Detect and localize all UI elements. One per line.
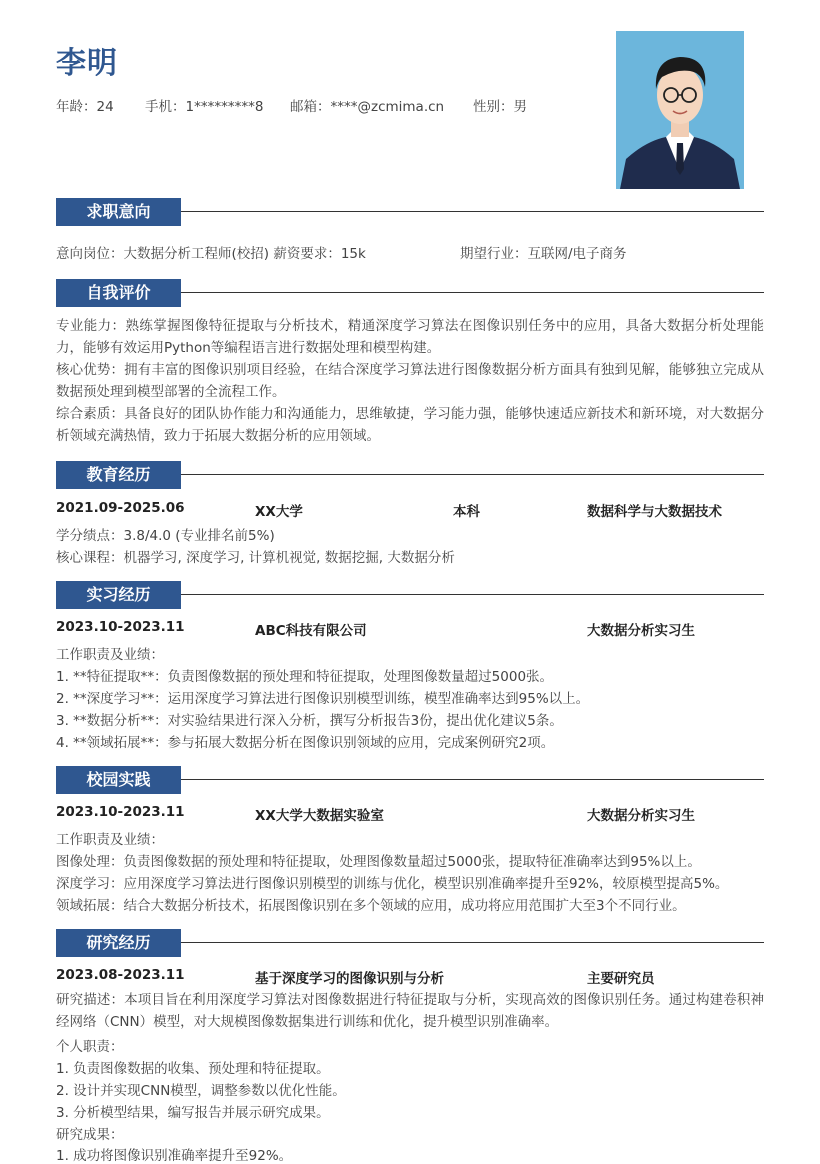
research-duty: 2. 设计并实现CNN模型，调整参数以优化性能。: [56, 1083, 346, 1099]
section-divider: [181, 292, 764, 293]
research-period: 2023.08-2023.11: [56, 967, 185, 983]
intern-item: 4. **领域拓展**：参与拓展大数据分析在图像识别领域的应用，完成案例研究2项。: [56, 735, 555, 751]
intent-position-salary: 意向岗位：大数据分析工程师(校招) 薪资要求：15k: [56, 246, 366, 262]
self-eval-professional: 专业能力：熟练掌握图像特征提取与分析技术，精通深度学习算法在图像识别任务中的应用，具备大数据分析处理能力，能够有效运用Python等编程语言进行数据处理和模型构建。: [56, 318, 764, 356]
campus-item: 图像处理：负责图像数据的预处理和特征提取，处理图像数量超过5000张，提取特征准确率达到95%以上。: [56, 854, 701, 870]
intern-item: 2. **深度学习**：运用深度学习算法进行图像识别模型训练，模型准确率达到95%以上。: [56, 691, 590, 707]
campus-item: 领域拓展：结合大数据分析技术，拓展图像识别在多个领域的应用，成功将应用范围扩大至3个不同行业。: [56, 898, 686, 914]
section-title: 教育经历: [56, 461, 181, 489]
section-header-internship: [56, 581, 764, 609]
section-divider: [181, 594, 764, 595]
research-duty: 1. 负责图像数据的收集、预处理和特征提取。: [56, 1061, 330, 1077]
edu-degree: 本科: [453, 504, 480, 520]
section-title: 自我评价: [56, 279, 181, 307]
section-header-intent: [56, 198, 764, 226]
campus-period: 2023.10-2023.11: [56, 804, 185, 820]
edu-major: 数据科学与大数据技术: [587, 504, 722, 520]
intern-item: 3. **数据分析**：对实验结果进行深入分析，撰写分析报告3份，提出优化建议5条。: [56, 713, 563, 729]
intern-item: 1. **特征提取**：负责图像数据的预处理和特征提取，处理图像数量超过5000张。: [56, 669, 554, 685]
intern-company: ABC科技有限公司: [255, 623, 367, 639]
campus-item: 深度学习：应用深度学习算法进行图像识别模型的训练与优化，模型识别准确率提升至92%，较原模型提高5%。: [56, 876, 729, 892]
section-divider: [181, 779, 764, 780]
research-duties-label: 个人职责：: [56, 1039, 124, 1055]
research-description: 研究描述：本项目旨在利用深度学习算法对图像数据进行特征提取与分析，实现高效的图像识别任务。通过构建卷积神经网络（CNN）模型，对大规模图像数据集进行训练和优化，提升模型识别准确率。: [56, 992, 764, 1030]
edu-gpa: 学分绩点：3.8/4.0 (专业排名前5%): [56, 528, 275, 544]
section-divider: [181, 474, 764, 475]
phone-info: 手机：1*********8: [145, 99, 264, 115]
edu-period: 2021.09-2025.06: [56, 500, 185, 516]
section-header-research: [56, 929, 764, 957]
research-role: 主要研究员: [587, 971, 655, 987]
research-results-label: 研究成果：: [56, 1127, 124, 1143]
campus-role: 大数据分析实习生: [587, 808, 695, 824]
campus-org: XX大学大数据实验室: [255, 808, 384, 824]
self-eval-qualities: 综合素质：具备良好的团队协作能力和沟通能力，思维敏捷，学习能力强，能够快速适应新技术和新环境，对大数据分析领域充满热情，致力于拓展大数据分析的应用领域。: [56, 406, 764, 444]
email-info: 邮箱：****@zcmima.cn: [290, 99, 445, 115]
edu-courses: 核心课程：机器学习, 深度学习, 计算机视觉, 数据挖掘, 大数据分析: [56, 550, 455, 566]
candidate-name: 李明: [56, 46, 118, 81]
research-duty: 3. 分析模型结果，编写报告并展示研究成果。: [56, 1105, 330, 1121]
section-header-education: [56, 461, 764, 489]
intern-duties-label: 工作职责及业绩：: [56, 647, 164, 663]
section-title: 研究经历: [56, 929, 181, 957]
research-project: 基于深度学习的图像识别与分析: [255, 971, 444, 987]
section-title: 校园实践: [56, 766, 181, 794]
intent-industry: 期望行业：互联网/电子商务: [460, 246, 627, 262]
edu-school: XX大学: [255, 504, 303, 520]
intern-role: 大数据分析实习生: [587, 623, 695, 639]
section-divider: [181, 211, 764, 212]
age-info: 年龄：24: [56, 99, 114, 115]
research-result: 1. 成功将图像识别准确率提升至92%。: [56, 1148, 293, 1164]
profile-photo: [616, 31, 744, 189]
section-header-self: [56, 279, 764, 307]
campus-duties-label: 工作职责及业绩：: [56, 832, 164, 848]
self-eval-strengths: 核心优势：拥有丰富的图像识别项目经验，在结合深度学习算法进行图像数据分析方面具有独到见解，能够独立完成从数据预处理到模型部署的全流程工作。: [56, 362, 764, 400]
intern-period: 2023.10-2023.11: [56, 619, 185, 635]
gender-info: 性别：男: [473, 99, 527, 115]
section-header-campus: [56, 766, 764, 794]
section-divider: [181, 942, 764, 943]
section-title: 求职意向: [56, 198, 181, 226]
section-title: 实习经历: [56, 581, 181, 609]
